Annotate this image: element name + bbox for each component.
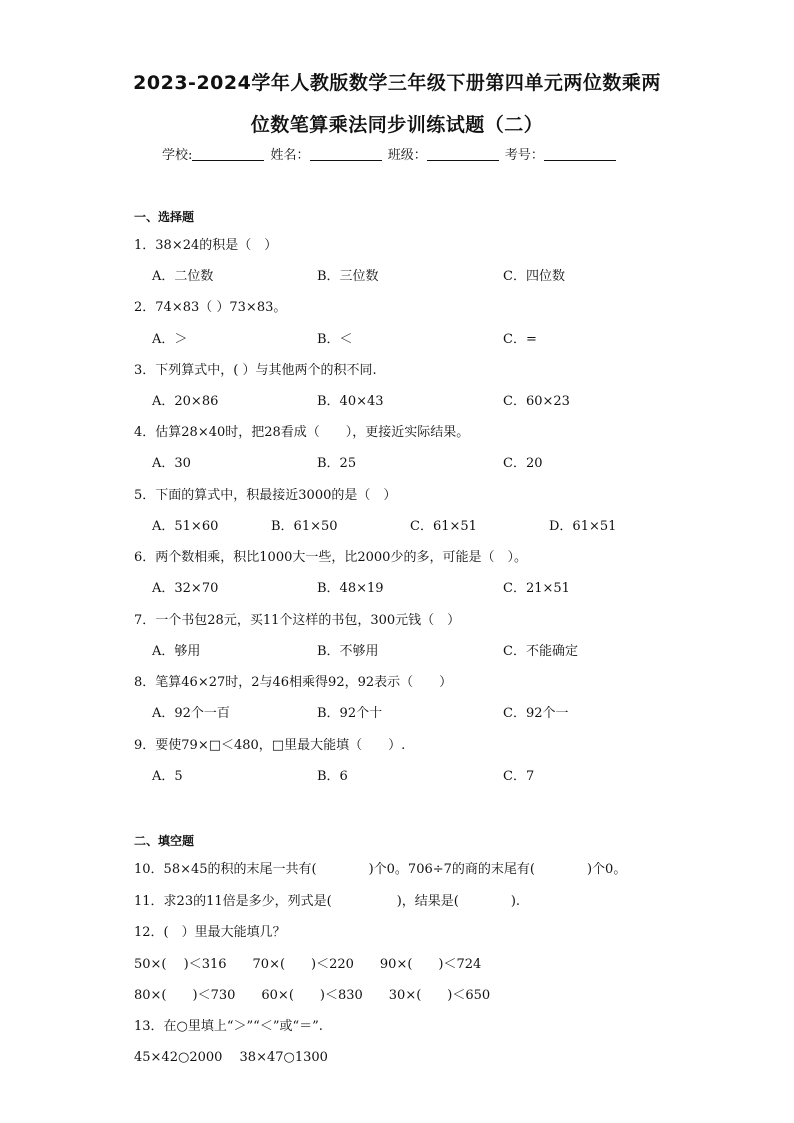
option-b[interactable]: B．不够用 <box>317 644 379 659</box>
option-c[interactable]: C．不能确定 <box>503 644 578 659</box>
option-a[interactable]: A．51×60 <box>152 519 219 534</box>
question-12-row1: 50×( )＜316 70×( )＜220 90×( )＜724 <box>134 957 482 972</box>
question-stem: 2．74×83（ ）73×83。 <box>134 300 287 315</box>
option-a[interactable]: A．够用 <box>152 644 201 659</box>
question-stem: 9．要使79×□＜480，□里最大能填（ ）. <box>134 738 406 753</box>
name-blank[interactable] <box>310 148 382 161</box>
option-c[interactable]: C．四位数 <box>503 269 565 284</box>
option-d[interactable]: D．61×51 <box>549 519 617 534</box>
exam-number-blank[interactable] <box>544 148 616 161</box>
option-b[interactable]: B．6 <box>317 769 348 784</box>
option-a[interactable]: A．二位数 <box>152 269 214 284</box>
option-c[interactable]: C．7 <box>503 769 535 784</box>
question-stem: 6．两个数相乘，积比1000大一些，比2000少的多，可能是（ ）。 <box>134 550 527 565</box>
option-b[interactable]: B．＜ <box>317 332 353 347</box>
option-b[interactable]: B．48×19 <box>317 581 384 596</box>
question-13: 13．在○里填上“＞”“＜”或“＝”. <box>134 1019 323 1034</box>
page-title-line1: 2023-2024学年人教版数学三年级下册第四单元两位数乘两 <box>133 72 661 94</box>
question-stem: 7．一个书包28元，买11个这样的书包，300元钱（ ） <box>134 613 461 628</box>
option-a[interactable]: A．20×86 <box>152 394 219 409</box>
student-info-row <box>162 144 618 163</box>
name-label: 姓名： <box>270 148 310 163</box>
option-a[interactable]: A．30 <box>152 456 191 471</box>
option-c[interactable]: C．92个一 <box>503 706 569 721</box>
question-stem: 1．38×24的积是（ ） <box>134 238 278 253</box>
section-title-choice: 一、选择题 <box>134 210 195 224</box>
option-c[interactable]: C．21×51 <box>503 581 570 596</box>
option-b[interactable]: B．61×50 <box>271 519 338 534</box>
option-a[interactable]: A．92个一百 <box>152 706 230 721</box>
option-c[interactable]: C．61×51 <box>410 519 477 534</box>
school-label: 学校: <box>162 148 193 163</box>
question-12: 12．( ）里最大能填几？ <box>134 925 286 940</box>
class-label: 班级： <box>387 148 427 163</box>
question-13-row1: 45×42○2000 38×47○1300 <box>134 1050 328 1065</box>
question-10: 10．58×45的积的末尾一共有( )个0。706÷7的商的末尾有( )个0。 <box>134 862 627 877</box>
option-c[interactable]: C．= <box>503 332 537 347</box>
question-stem: 3．下列算式中，( ）与其他两个的积不同. <box>134 363 377 378</box>
option-c[interactable]: C．60×23 <box>503 394 570 409</box>
question-stem: 8．笔算46×27时，2与46相乘得92，92表示（ ） <box>134 675 453 690</box>
question-stem: 4．估算28×40时，把28看成（ ），更接近实际结果。 <box>134 425 470 440</box>
question-12-row2: 80×( )＜730 60×( )＜830 30×( )＜650 <box>134 988 491 1003</box>
option-a[interactable]: A．32×70 <box>152 581 219 596</box>
option-c[interactable]: C．20 <box>503 456 543 471</box>
option-b[interactable]: B．92个十 <box>317 706 383 721</box>
option-a[interactable]: A．＞ <box>152 332 188 347</box>
section-title-fill-in: 二、填空题 <box>134 834 195 848</box>
class-blank[interactable] <box>427 148 499 161</box>
option-b[interactable]: B．40×43 <box>317 394 384 409</box>
question-11: 11．求23的11倍是多少，列式是( )，结果是( ). <box>134 894 521 909</box>
school-blank[interactable] <box>192 148 264 161</box>
option-a[interactable]: A．5 <box>152 769 183 784</box>
page-title-line2: 位数笔算乘法同步训练试题（二） <box>250 114 544 136</box>
option-b[interactable]: B．三位数 <box>317 269 379 284</box>
exam-number-label: 考号： <box>504 148 544 163</box>
option-b[interactable]: B．25 <box>317 456 357 471</box>
question-stem: 5．下面的算式中，积最接近3000的是（ ） <box>134 488 397 503</box>
